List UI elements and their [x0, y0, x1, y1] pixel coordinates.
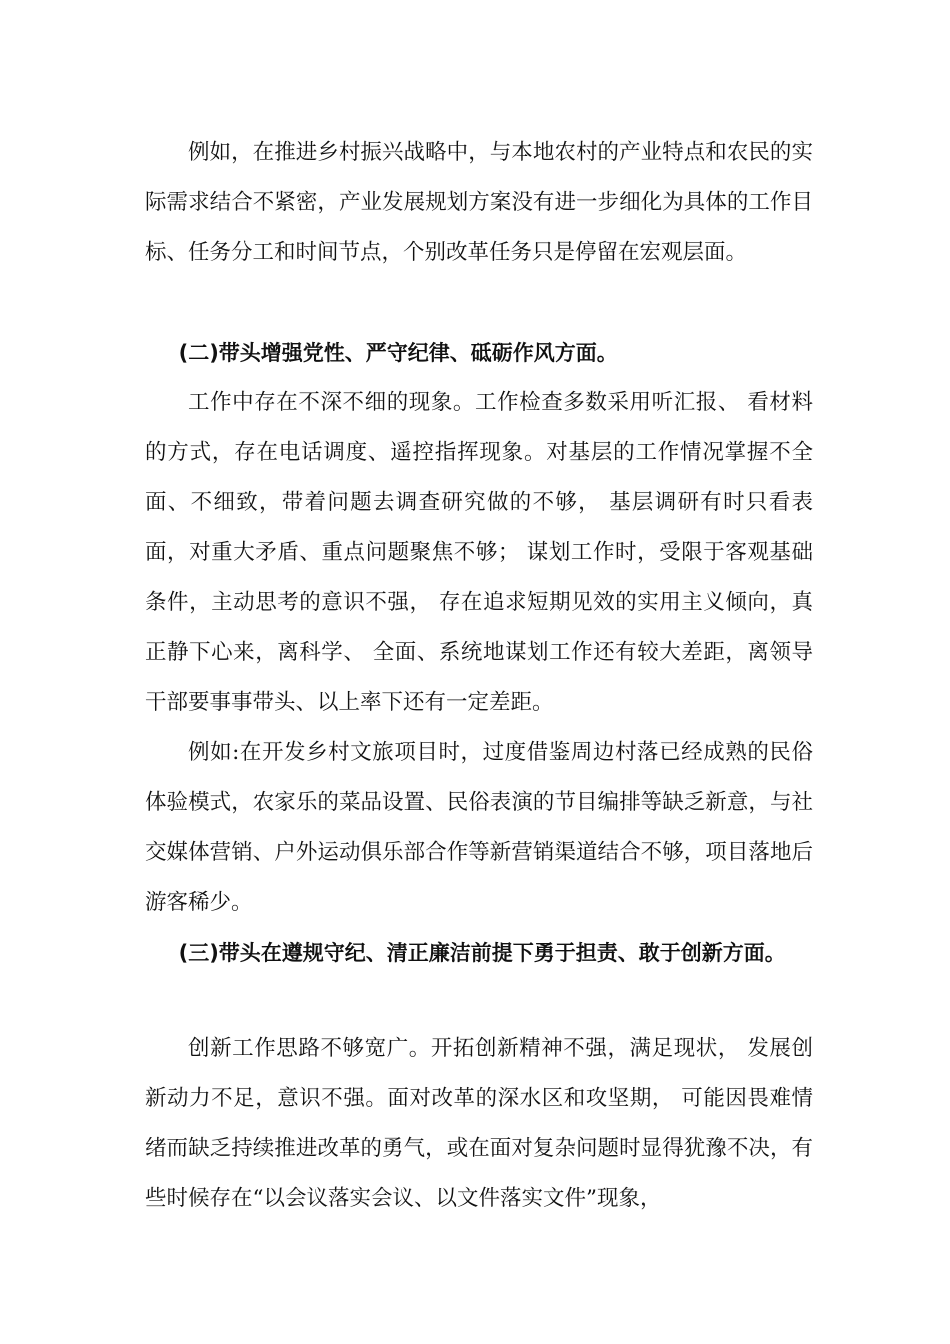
paragraph-example-rural-revitalization: 例如，在推进乡村振兴战略中，与本地农村的产业特点和农民的实际需求结合不紧密，产业发展规划方案没有进一步细化为具体的工作目标、任务分工和时间节点，个别改革任务只是停留在宏观层面。	[145, 140, 813, 265]
paragraph-innovation-issues: 创新工作思路不够宽广。开拓创新精神不强，满足现状， 发展创新动力不足，意识不强。面对改革的深水区和攻坚期， 可能因畏难情绪而缺乏持续推进改革的勇气，或在面对复杂问题时显得犹豫不决，有些时候存在“以会议落实会议、以文件落实文件”现象，	[145, 1036, 813, 1211]
section-heading-2: (二)带头增强党性、严守纪律、砥砺作风方面。	[178, 341, 618, 365]
paragraph-work-style-issues: 工作中存在不深不细的现象。工作检查多数采用听汇报、 看材料的方式，存在电话调度、遥控指挥现象。对基层的工作情况掌握不全面、不细致，带着问题去调查研究做的不够， 基层调研有时只看表面，对重大矛盾、重点问题聚焦不够； 谋划工作时，受限于客观基础条件，主动思考的意识不强， 存在追求短期见效的实用主义倾向，真正静下心来，离科学、 全面、系统地谋划工作还有较大差距，离领导干部要事事带头、以上率下还有一定差距。	[145, 390, 813, 715]
section-heading-3: (三)带头在遵规守纪、清正廉洁前提下勇于担责、敢于创新方面。	[178, 941, 786, 965]
paragraph-example-cultural-tourism: 例如:在开发乡村文旅项目时，过度借鉴周边村落已经成熟的民俗体验模式，农家乐的菜品设置、民俗表演的节目编排等缺乏新意，与社交媒体营销、户外运动俱乐部合作等新营销渠道结合不够，项目落地后游客稀少。	[145, 740, 813, 915]
